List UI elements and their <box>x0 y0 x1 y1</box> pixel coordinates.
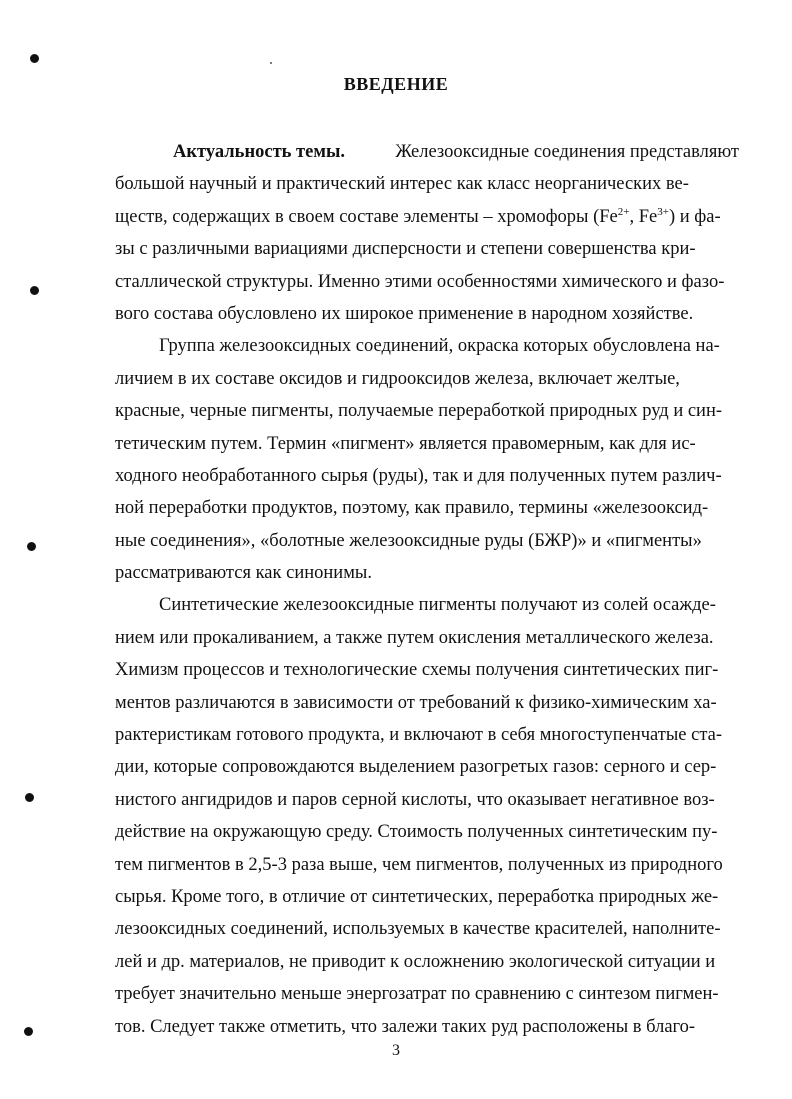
scan-speck <box>270 62 272 64</box>
binder-hole <box>24 1027 33 1036</box>
paragraph-line <box>115 784 739 816</box>
line-text: красные, черные пигменты, получаемые переработкой природных руд и син- <box>115 401 723 422</box>
line-text: тетическим путем. Термин «пигмент» является правомерным, как для ис- <box>115 433 696 454</box>
superscript: 2+ <box>617 205 630 218</box>
line-text: лезооксидных соединений, используемых в качестве красителей, наполните- <box>115 919 721 940</box>
binder-hole <box>27 542 36 551</box>
paragraph-line <box>115 913 739 945</box>
line-text: лей и др. материалов, не приводит к осложнению экологической ситуации и <box>115 951 716 972</box>
line-text: Железооксидные соединения представляют <box>395 142 739 162</box>
paragraph-line <box>115 1011 739 1043</box>
paragraph-line <box>115 978 739 1010</box>
line-text: личием в их составе оксидов и гидрооксидов железа, включает желтые, <box>115 368 680 389</box>
page-title: ВВЕДЕНИЕ <box>343 74 449 94</box>
paragraph-line <box>115 395 739 427</box>
line-text: ные соединения», «болотные железооксидные руды (БЖР)» и «пигменты» <box>115 530 702 551</box>
paragraph-line <box>115 687 739 719</box>
paragraph-line <box>115 816 739 848</box>
line-text: вого состава обусловлено их широкое применение в народном хозяйстве. <box>115 303 694 324</box>
line-text: нистого ангидридов и паров серной кислоты, что оказывает негативное воз- <box>115 789 715 810</box>
paragraph-line <box>115 330 739 362</box>
line-text: нием или прокаливанием, а также путем окисления металлического железа. <box>115 627 714 648</box>
section-lead: Актуальность темы. <box>173 142 346 162</box>
paragraph-line <box>115 201 739 233</box>
body-text <box>115 136 739 1043</box>
paragraph-line <box>115 428 739 460</box>
page-number: 3 <box>392 1042 400 1059</box>
line-text: Химизм процессов и технологические схемы получения синтетических пиг- <box>115 660 719 681</box>
paragraph-line <box>115 589 739 621</box>
binder-hole <box>30 54 39 63</box>
line-text-part: ществ, содержащих в своем составе элементы – хромофоры (Fe <box>115 206 618 227</box>
binder-hole <box>25 793 34 802</box>
line-text: ментов различаются в зависимости от требований к физико-химическим ха- <box>115 692 717 713</box>
paragraph-line <box>115 266 739 298</box>
paragraph-line <box>115 136 739 168</box>
paragraph-line <box>115 298 739 330</box>
superscript: 3+ <box>657 205 669 218</box>
paragraph-line <box>115 622 739 654</box>
line-text: сталлической структуры. Именно этими особенностями химического и фазо- <box>115 271 725 292</box>
line-text: действие на окружающую среду. Стоимость полученных синтетическим пу- <box>115 822 718 843</box>
paragraph-line <box>115 719 739 751</box>
paragraph-line <box>115 492 739 524</box>
binder-hole <box>30 286 39 295</box>
line-text: дии, которые сопровождаются выделением разогретых газов: серного и сер- <box>115 757 717 778</box>
line-text: Синтетические железооксидные пигменты получают из солей осажде- <box>159 595 716 616</box>
paragraph-line <box>115 654 739 686</box>
line-text: ходного необработанного сырья (руды), так и для полученных путем различ- <box>115 465 722 486</box>
line-text-part: ) и фа- <box>668 206 721 227</box>
line-text: ной переработки продуктов, поэтому, как правило, термины «железооксид- <box>115 498 709 519</box>
line-text: тем пигментов в 2,5-3 раза выше, чем пигментов, полученных из природного <box>115 854 723 875</box>
line-text: рассматриваются как синонимы. <box>115 563 372 584</box>
line-text <box>115 201 721 233</box>
line-text-part: , Fe <box>629 206 658 227</box>
paragraph-line <box>115 168 739 200</box>
line-text: сырья. Кроме того, в отличие от синтетических, переработка природных же- <box>115 886 719 907</box>
line-text: большой научный и практический интерес как класс неорганических ве- <box>115 174 689 195</box>
line-text: зы с различными вариациями дисперсности и степени совершенства кри- <box>115 239 696 260</box>
line-text: Группа железооксидных соединений, окраска которых обусловлена на- <box>159 336 720 357</box>
paragraph-line <box>115 525 739 557</box>
line-text: рактеристикам готового продукта, и включают в себя многоступенчатые ста- <box>115 725 723 746</box>
line-text: требует значительно меньше энергозатрат по сравнению с синтезом пигмен- <box>115 984 719 1005</box>
paragraph-line <box>115 849 739 881</box>
paragraph-line <box>115 881 739 913</box>
paragraph-line <box>115 460 739 492</box>
line-text: тов. Следует также отметить, что залежи таких руд расположены в благо- <box>115 1016 696 1037</box>
paragraph-line <box>115 363 739 395</box>
paragraph-line <box>115 751 739 783</box>
paragraph-line <box>115 233 739 265</box>
paragraph-line <box>115 946 739 978</box>
paragraph-line <box>115 557 739 589</box>
